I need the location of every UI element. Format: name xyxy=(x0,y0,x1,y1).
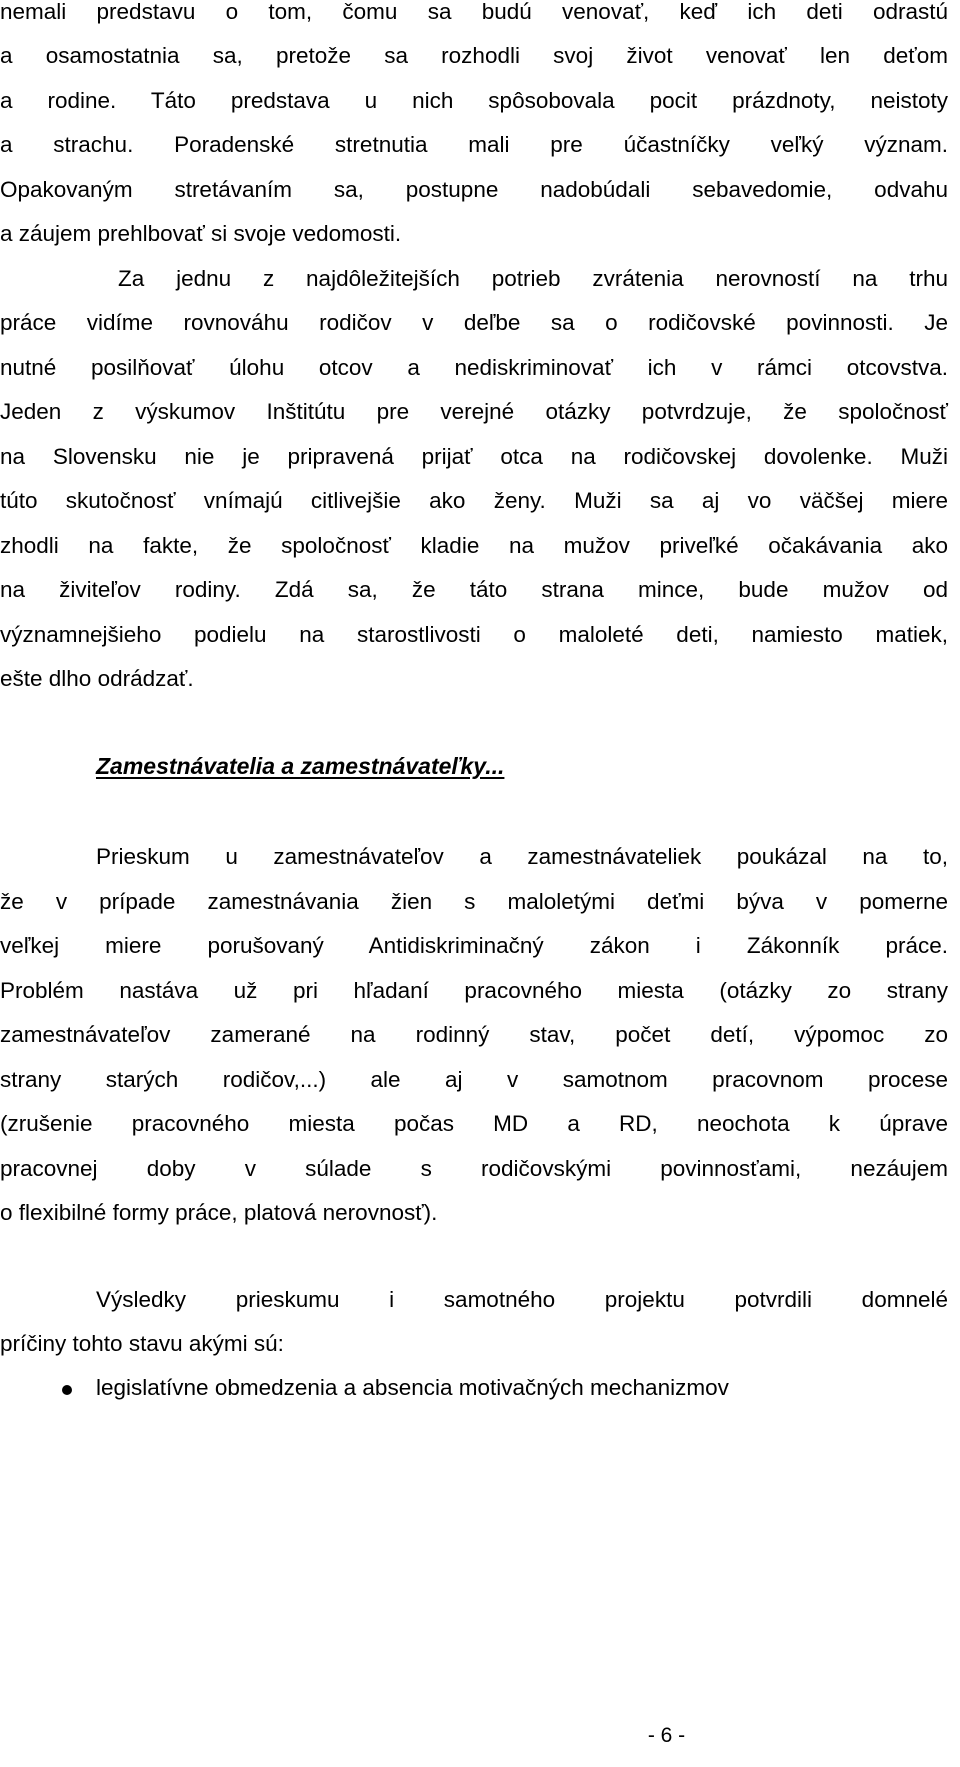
text-line: zamestnávateľov zamerané na rodinný stav, počet detí, výpomoc zo xyxy=(0,1022,948,1047)
text-line: významnejšieho podielu na starostlivosti o maloleté deti, namiesto matiek, xyxy=(0,622,948,647)
text-line: a záujem prehlbovať si svoje vedomosti. xyxy=(0,221,402,246)
text-line: Prieskum u zamestnávateľov a zamestnávateliek poukázal na to, xyxy=(96,844,948,869)
text-line: túto skutočnosť vnímajú citlivejšie ako ženy. Muži sa aj vo väčšej miere xyxy=(0,488,948,513)
text-line: zhodli na fakte, že spoločnosť kladie na mužov priveľké očakávania ako xyxy=(0,533,948,558)
text-line: ešte dlho odrádzať. xyxy=(0,666,194,691)
text-line: na živiteľov rodiny. Zdá sa, že táto strana mince, bude mužov od xyxy=(0,577,948,602)
text-line: nemali predstavu o tom, čomu sa budú venovať, keď ich deti odrastú xyxy=(0,0,948,24)
text-line: na Slovensku nie je pripravená prijať otca na rodičovskej dovolenke. Muži xyxy=(0,444,948,469)
text-line: Problém nastáva už pri hľadaní pracovného miesta (otázky zo strany xyxy=(0,978,948,1003)
text-line: a rodine. Táto predstava u nich spôsobovala pocit prázdnoty, neistoty xyxy=(0,88,948,113)
text-line: (zrušenie pracovného miesta počas MD a RD, neochota k úprave xyxy=(0,1111,948,1136)
text-line: pracovnej doby v súlade s rodičovskými povinnosťami, nezáujem xyxy=(0,1156,948,1181)
text-line: a osamostatnia sa, pretože sa rozhodli svoj život venovať len deťom xyxy=(0,43,948,68)
text-line: Jeden z výskumov Inštitútu pre verejné otázky potvrdzuje, že spoločnosť xyxy=(0,399,948,424)
text-line: práce vidíme rovnováhu rodičov v deľbe sa o rodičovské povinnosti. Je xyxy=(0,310,948,335)
text-line: strany starých rodičov,...) ale aj v samotnom pracovnom procese xyxy=(0,1067,948,1092)
page-number: - 6 - xyxy=(647,1724,686,1747)
text-line: a strachu. Poradenské stretnutia mali pre účastníčky veľký význam. xyxy=(0,132,948,157)
bullet-dot-icon xyxy=(62,1385,72,1395)
text-line: nutné posilňovať úlohu otcov a nediskriminovať ich v rámci otcovstva. xyxy=(0,355,948,380)
text-line: Opakovaným stretávaním sa, postupne nadobúdali sebavedomie, odvahu xyxy=(0,177,948,202)
text-line: veľkej miere porušovaný Antidiskriminačný zákon i Zákonník práce. xyxy=(0,933,948,958)
text-line: o flexibilné formy práce, platová nerovnosť). xyxy=(0,1200,438,1225)
text-line: príčiny tohto stavu akými sú: xyxy=(0,1331,284,1356)
list-item: legislatívne obmedzenia a absencia motivačných mechanizmov xyxy=(96,1375,729,1400)
text-line: Za jednu z najdôležitejších potrieb zvrátenia nerovností na trhu xyxy=(118,266,948,291)
page-number-footer xyxy=(0,1724,948,1748)
text-line: že v prípade zamestnávania žien s maloletými deťmi býva v pomerne xyxy=(0,889,948,914)
text-line: Výsledky prieskumu i samotného projektu potvrdili domnelé xyxy=(96,1287,948,1312)
section-heading: Zamestnávatelia a zamestnávateľky... xyxy=(96,753,505,779)
